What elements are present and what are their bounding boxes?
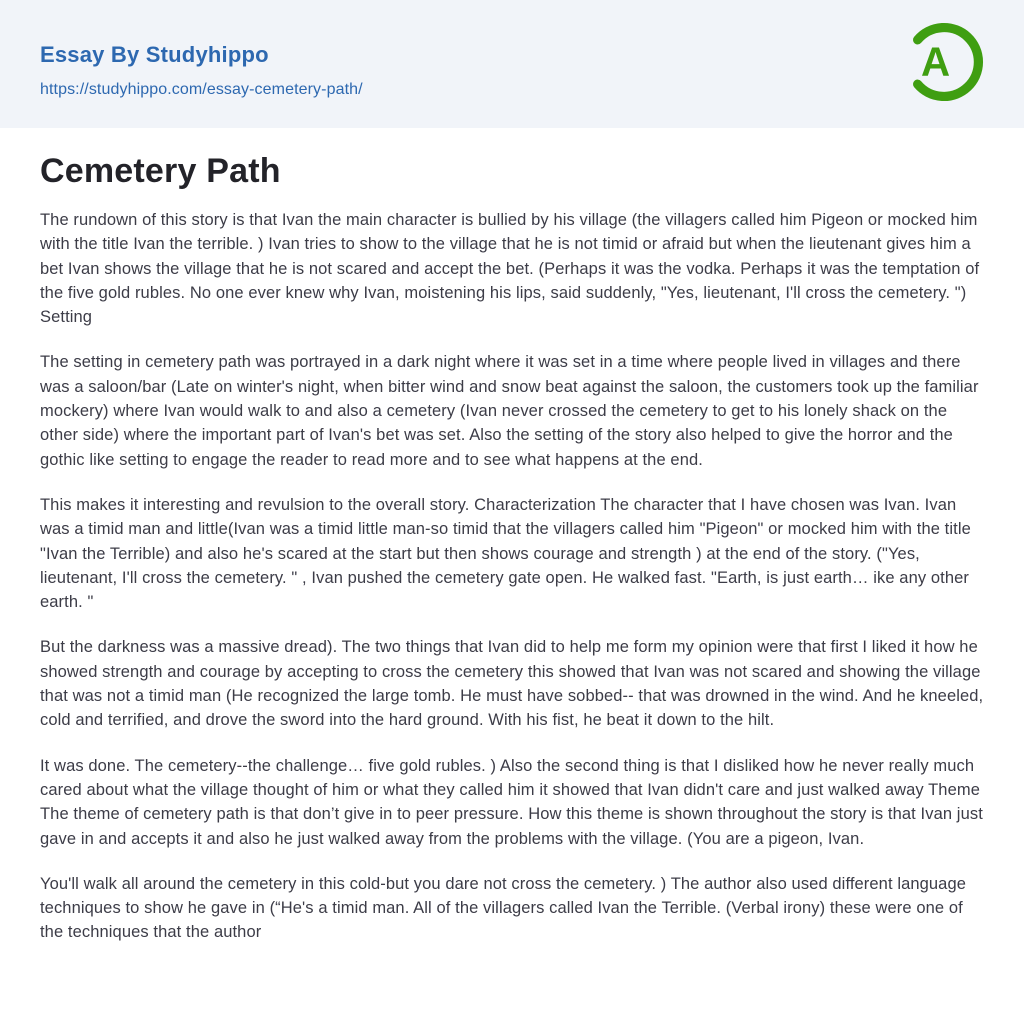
site-title: Essay By Studyhippo — [40, 42, 269, 67]
essay-url-link[interactable]: https://studyhippo.com/essay-cemetery-path/ — [40, 81, 363, 98]
essay-paragraph-4: But the darkness was a massive dread). The two things that Ivan did to help me form my opinion were that first I liked it how he showed strength and courage by accepting to cross the cemetery this showed that Ivan was not scared and showing the village that was not a timid man (He recognized the large tomb. He must have sobbed-- that was drowned in the wind. And he kneeled, cold and terrified, and drove the sword into the hard ground. With his fist, he beat it down to the hilt. — [40, 638, 984, 730]
essay-paragraph-1: The rundown of this story is that Ivan the main character is bullied by his village (the villagers called him Pigeon or mocked him with the title Ivan the terrible. ) Ivan tries to show to the village that he is not timid or afraid but when the lieutenant gives him a bet Ivan shows the village that he is not scared and accept the bet. (Perhaps it was the vodka. Perhaps it was the temptation of the five gold rubles. No one ever knew why Ivan, moistening his lips, said suddenly, "Yes, lieutenant, I'll cross the cemetery. ") Setting — [40, 211, 980, 327]
page-header — [0, 0, 1024, 128]
logo-letter: A — [921, 38, 951, 85]
essay-paragraph-2: The setting in cemetery path was portrayed in a dark night where it was set in a time where people lived in villages and there was a saloon/bar (Late on winter's night, when bitter wind and snow beat against the saloon, the customers took up the familiar mockery) where Ivan would walk to and also a cemetery (Ivan never crossed the cemetery to get to his lonely shack on the other side) where the important part of Ivan's bet was set. Also the setting of the story also helped to give the horror and the gothic like setting to engage the reader to read more and to see what happens at the end. — [40, 353, 979, 469]
essay-content — [0, 128, 1024, 1026]
essay-paragraph-5: It was done. The cemetery--the challenge… five gold rubles. ) Also the second thing is that I disliked how he never really much cared about what the village thought of him or what they called him it showed that Ivan didn't care and just walked away Theme The theme of cemetery path is that don’t give in to peer pressure. How this theme is shown throughout the story is that Ivan just gave in and accepts it and also he just walked away from the problems with the village. (You are a pigeon, Ivan. — [40, 756, 983, 848]
essay-title: Cemetery Path — [40, 152, 281, 190]
studyhippo-logo-icon — [902, 20, 986, 104]
essay-paragraph-6: You'll walk all around the cemetery in this cold-but you dare not cross the cemetery. ) The author also used different language techniques to show he gave in (“He's a timid man. All of the villagers called Ivan the Terrible. (Verbal irony) these were one of the techniques that the author — [40, 874, 967, 942]
essay-paragraph-3: This makes it interesting and revulsion to the overall story. Characterization The character that I have chosen was Ivan. Ivan was a timid man and little(Ivan was a timid little man-so timid that the villagers called him "Pigeon" or mocked him with the title "Ivan the Terrible) and also he's scared at the start but then shows courage and strength ) at the end of the story. ("Yes, lieutenant, I'll cross the cemetery. " , Ivan pushed the cemetery gate open. He walked fast. "Earth, is just earth… ike any other earth. " — [40, 495, 971, 612]
